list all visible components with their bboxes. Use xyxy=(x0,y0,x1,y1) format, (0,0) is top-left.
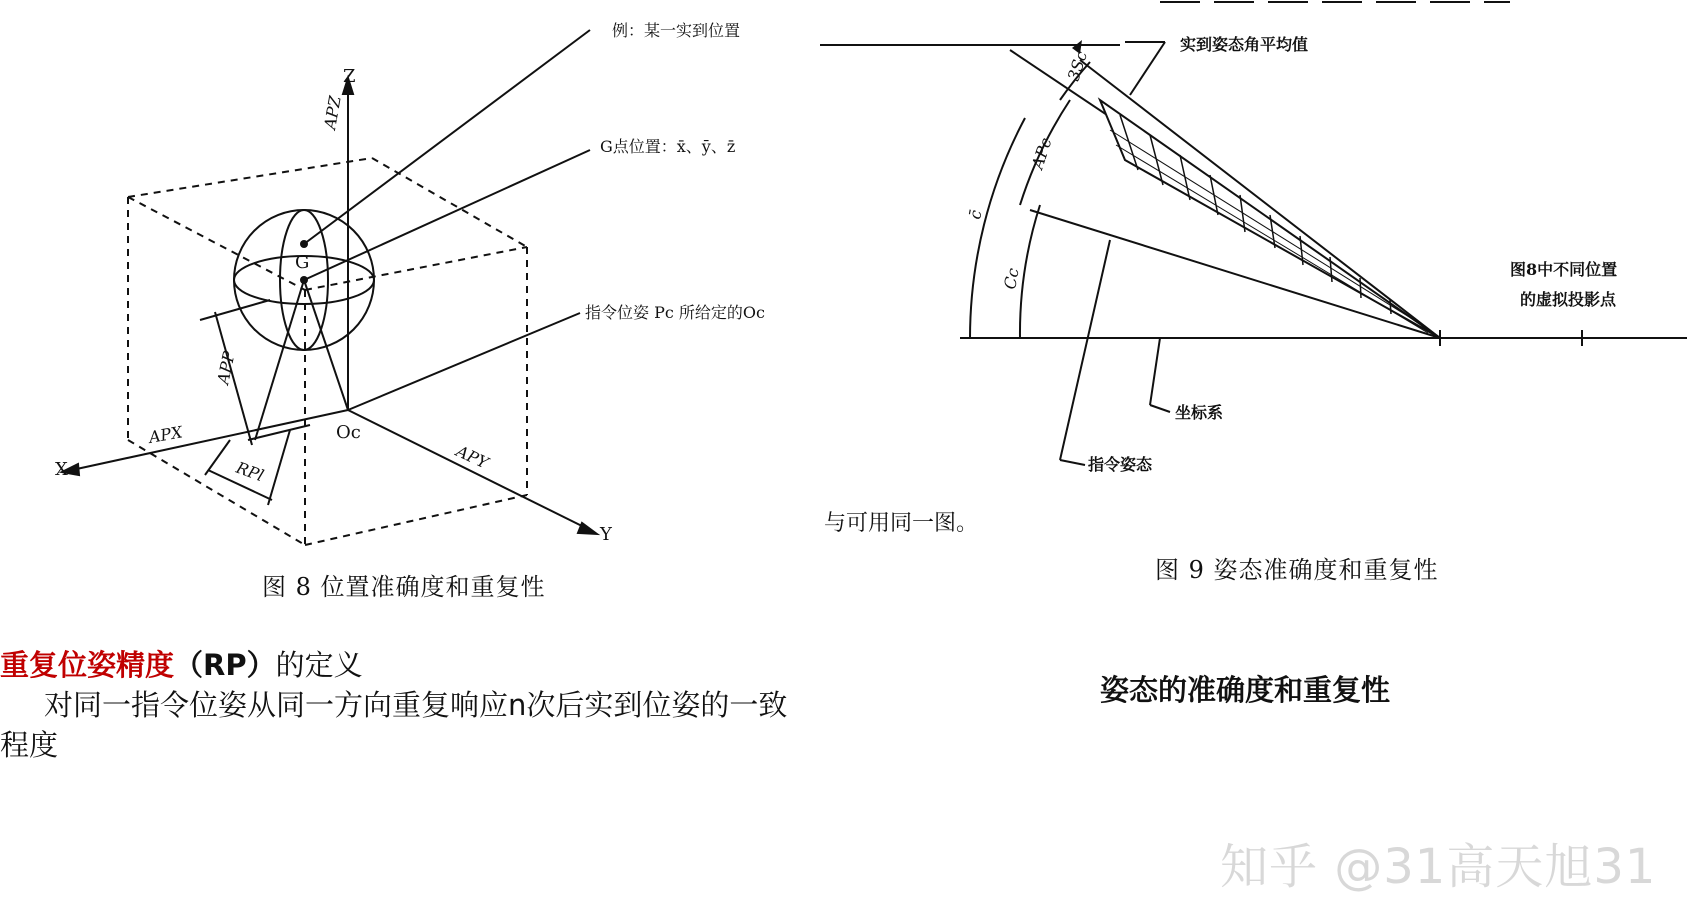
figure-8-diagram xyxy=(0,0,800,620)
label-g-position: G点位置：x̄、ȳ、z̄ xyxy=(600,137,736,156)
label-virtual-1: 图8中不同位置 xyxy=(1510,260,1618,279)
ap-y-label: APY xyxy=(453,441,492,473)
leader-g-position xyxy=(304,150,590,280)
point-g-label: G xyxy=(295,252,310,273)
figure-9-diagram xyxy=(820,0,1687,620)
sym-apc: APc xyxy=(1027,135,1056,172)
definition-block xyxy=(0,645,800,765)
definition-title-rest: 的定义 xyxy=(275,648,363,682)
definition-body: 对同一指令位姿从同一方向重复响应n次后实到位姿的一致程度 xyxy=(0,688,788,762)
text-fragment: 与可用同一图。 xyxy=(824,511,979,536)
leader-command xyxy=(348,313,580,410)
ap-p-label: APP xyxy=(213,349,239,386)
figure-8-caption: 图 8 位置准确度和重复性 xyxy=(262,573,546,601)
y-axis xyxy=(348,410,590,530)
y-arrow xyxy=(578,523,597,534)
definition-title xyxy=(0,645,800,685)
ap-z-label: APZ xyxy=(320,94,345,131)
sym-3s: 3Sc xyxy=(1063,48,1092,84)
label-command-attitude: 指令姿态 xyxy=(1088,455,1153,474)
sym-cc: Cc xyxy=(1000,266,1023,291)
axis-y-label: Y xyxy=(600,524,612,545)
label-example: 例：某一实到位置 xyxy=(612,21,741,40)
figure-9-caption: 图 9 姿态准确度和重复性 xyxy=(1155,556,1439,584)
definition-title-red: 重复位姿精度 xyxy=(0,648,175,682)
sym-cbar: c̄ xyxy=(965,208,986,221)
watermark: 知乎 @31高天旭31 xyxy=(1220,839,1657,895)
x-axis xyxy=(72,410,348,470)
label-virtual-2: 的虚拟投影点 xyxy=(1520,290,1617,309)
definition-title-rp: （RP） xyxy=(174,648,276,682)
axis-x-label: X xyxy=(55,459,68,480)
label-command: 指令位姿 Pc 所给定的Oc xyxy=(585,303,765,322)
ap-x-label: APX xyxy=(147,422,184,447)
label-mean: 实到姿态角平均值 xyxy=(1180,35,1309,54)
leader-example xyxy=(304,30,590,244)
point-oc-label: Oc xyxy=(336,422,361,443)
rp-l-label: RPl xyxy=(233,457,267,486)
fig9-subtitle: 姿态的准确度和重复性 xyxy=(1100,673,1391,707)
axis-z-label: Z xyxy=(343,66,356,87)
label-coord: 坐标系 xyxy=(1175,403,1224,422)
